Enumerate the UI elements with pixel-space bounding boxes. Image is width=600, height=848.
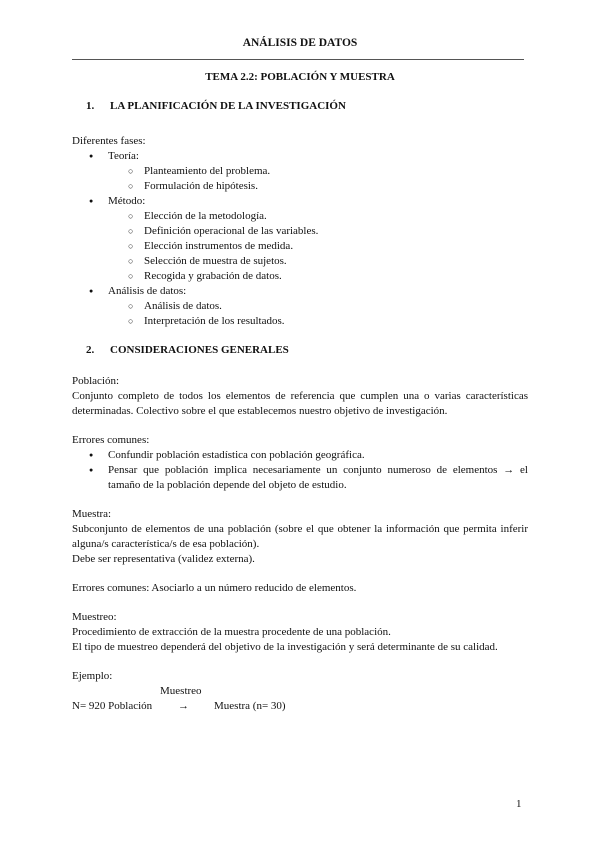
phase-items bbox=[108, 164, 528, 194]
section-number: 1. bbox=[86, 100, 95, 112]
list-item: ○ Recogida y grabación de datos. bbox=[72, 269, 528, 284]
example-row bbox=[72, 699, 528, 714]
list-item: ○ Planteamiento del problema. bbox=[72, 164, 528, 179]
list-item: ○ Definición operacional de las variables. bbox=[72, 224, 528, 239]
section-1-heading bbox=[72, 99, 528, 114]
muestreo-definition: Procedimiento de extracción de la muestra procedente de una población. bbox=[72, 626, 391, 638]
phase-label: Teoría: bbox=[108, 150, 139, 162]
list-item: ○ Análisis de datos. bbox=[72, 299, 528, 314]
phase-items bbox=[108, 209, 528, 284]
arrow-right-icon: → bbox=[178, 700, 189, 712]
page-number: 1 bbox=[516, 798, 522, 810]
list-item: ● Confundir población estadística con población geográfica. bbox=[72, 448, 528, 463]
phases-list bbox=[72, 149, 528, 329]
list-item: ○ Formulación de hipótesis. bbox=[72, 179, 528, 194]
muestra-definition: Subconjunto de elementos de una población (sobre el que obtener la información que permita inferir alguna/s característica/s de esa población). bbox=[72, 523, 528, 550]
phases-intro: Diferentes fases: bbox=[72, 135, 146, 147]
ejemplo-label: Ejemplo: bbox=[72, 670, 113, 682]
example-poblacion: N= 920 Población bbox=[72, 700, 153, 712]
list-item: ○ Interpretación de los resultados. bbox=[72, 314, 528, 329]
topic-title: TEMA 2.2: POBLACIÓN Y MUESTRA bbox=[205, 71, 395, 83]
section-2-heading bbox=[72, 343, 528, 358]
header-divider bbox=[72, 59, 524, 60]
phase-label: Análisis de datos: bbox=[108, 285, 187, 297]
poblacion-definition: Conjunto completo de todos los elementos de referencia que cumplen una o varias características determinadas. Colectivo sobre el que establecemos nuestro objetivo de investigación. bbox=[72, 390, 528, 417]
phase-metodo bbox=[72, 194, 528, 284]
muestreo-note: El tipo de muestreo dependerá del objetivo de la investigación y será determinante de su calidad. bbox=[72, 641, 498, 653]
document-header: ANÁLISIS DE DATOS bbox=[242, 37, 358, 49]
section-number: 2. bbox=[86, 344, 95, 356]
errores-label: Errores comunes: bbox=[72, 434, 150, 446]
section-title: LA PLANIFICACIÓN DE LA INVESTIGACIÓN bbox=[110, 100, 346, 112]
muestreo-label: Muestreo: bbox=[72, 611, 117, 623]
errores-list bbox=[72, 448, 528, 493]
section-title: CONSIDERACIONES GENERALES bbox=[110, 344, 289, 356]
phase-label: Método: bbox=[108, 195, 146, 207]
example-muestra: Muestra (n= 30) bbox=[214, 700, 286, 712]
example-muestreo-row bbox=[72, 684, 528, 699]
phase-teoria bbox=[72, 149, 528, 194]
poblacion-label: Población: bbox=[72, 375, 120, 387]
muestra-label: Muestra: bbox=[72, 508, 112, 520]
example-muestreo-label: Muestreo bbox=[160, 685, 202, 697]
list-item: ● Pensar que población implica necesariamente un conjunto numeroso de elementos → el tamaño de la población depende del objeto de estudio. bbox=[72, 463, 528, 493]
list-item: ○ Elección de la metodología. bbox=[72, 209, 528, 224]
phase-analisis bbox=[72, 284, 528, 329]
list-item: ○ Elección instrumentos de medida. bbox=[72, 239, 528, 254]
document-body bbox=[72, 70, 528, 714]
errores-muestra: Errores comunes: Asociarlo a un número reducido de elementos. bbox=[72, 582, 357, 594]
muestra-note: Debe ser representativa (validez externa). bbox=[72, 553, 255, 565]
list-item: ○ Selección de muestra de sujetos. bbox=[72, 254, 528, 269]
phase-items bbox=[108, 299, 528, 329]
